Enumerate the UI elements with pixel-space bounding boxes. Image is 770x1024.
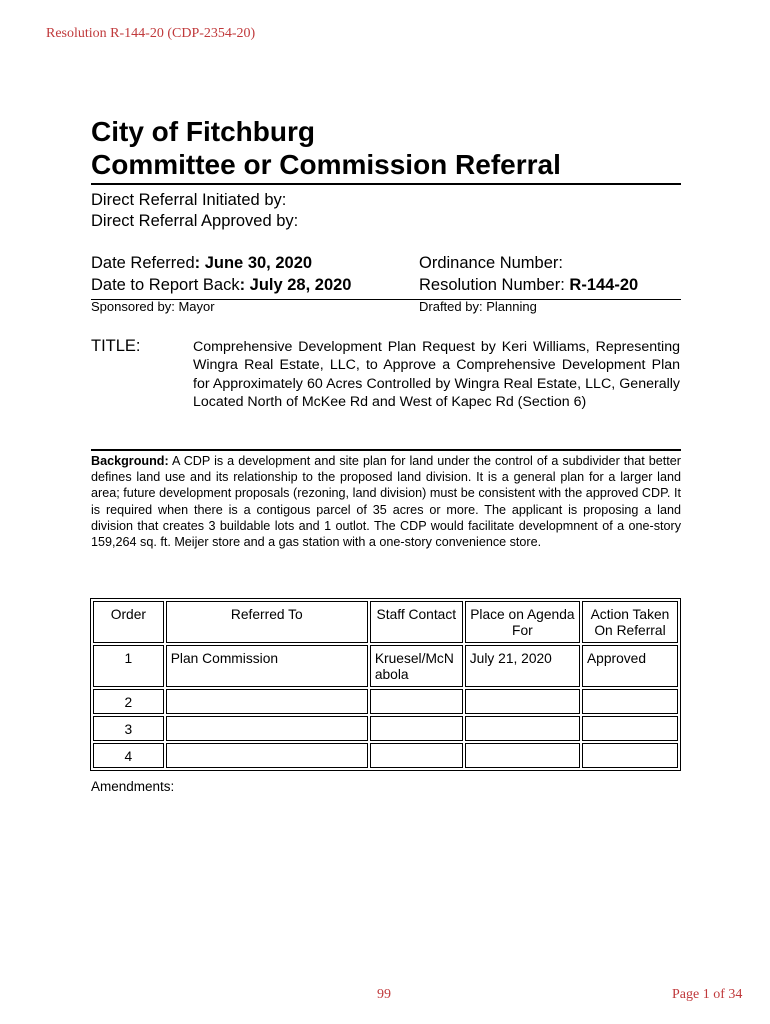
initiated-by: Direct Referral Initiated by: — [91, 191, 287, 209]
table-header-row — [93, 601, 678, 643]
referral-lines — [91, 190, 298, 232]
cell-order: 4 — [93, 743, 164, 768]
header-action-taken: Action Taken On Referral — [582, 601, 678, 643]
cell-staff-contact — [370, 716, 463, 741]
table-row — [93, 716, 678, 741]
title-label: TITLE: — [91, 337, 141, 355]
date-report-back: Date to Report Back: July 28, 2020 — [91, 276, 352, 294]
cell-referred-to: Plan Commission — [166, 645, 368, 687]
cell-action-taken — [582, 689, 678, 714]
amendments-label: Amendments: — [91, 779, 175, 794]
header-stamp: Resolution R-144-20 (CDP-2354-20) — [46, 26, 256, 41]
approved-by: Direct Referral Approved by: — [91, 212, 299, 230]
table-row — [93, 689, 678, 714]
cell-staff-contact — [370, 743, 463, 768]
title-text: Comprehensive Development Plan Request by Keri Williams, Representing Wingra Real Estate, LLC, to Approve a Comprehensive Development Plan for Approximately 60 Acres Controlled by Wingra Real Estate, LLC, Generally Located North of McKee Rd and West of Kapec Rd (Section 6) — [193, 339, 680, 411]
referral-title: Committee or Commission Referral — [91, 149, 561, 180]
header-staff-contact: Staff Contact — [370, 601, 463, 643]
resolution-number: Resolution Number: R-144-20 — [419, 276, 639, 294]
cell-action-taken — [582, 716, 678, 741]
background-text: A CDP is a development and site plan for land under the control of a subdivider that better defines land use and its relationship to the proposed land division. It is a general plan for a larger land area; future development proposals (rezoning, land division) must be consistent with the approved CDP. It is required when there is a contigous parcel of 35 acres or more. The applicant is proposing a land division that creates 3 buildable lots and 1 outlot. The CDP would facilitate developmnent of a one-story 159,264 sq. ft. Meijer store and a gas station with a one-story convenience store. — [91, 454, 681, 550]
cell-action-taken: Approved — [582, 645, 678, 687]
cell-place-on-agenda — [465, 716, 580, 741]
cell-order: 3 — [93, 716, 164, 741]
cell-place-on-agenda — [465, 689, 580, 714]
header-place-on-agenda: Place on Agenda For — [465, 601, 580, 643]
cell-order: 1 — [93, 645, 164, 687]
cell-staff-contact: Kruesel/McN abola — [370, 645, 463, 687]
cell-referred-to — [166, 689, 368, 714]
title-block — [91, 115, 681, 185]
city-title: City of Fitchburg — [91, 116, 315, 147]
date-referred: Date Referred: June 30, 2020 — [91, 254, 313, 272]
cell-place-on-agenda — [465, 743, 580, 768]
ordinance-number: Ordinance Number: — [419, 254, 563, 272]
cell-referred-to — [166, 716, 368, 741]
table-row — [93, 743, 678, 768]
cell-place-on-agenda: July 21, 2020 — [465, 645, 580, 687]
cell-referred-to — [166, 743, 368, 768]
dates-block — [91, 252, 681, 300]
footer-page-of: Page 1 of 34 — [672, 987, 743, 1002]
cell-action-taken — [582, 743, 678, 768]
drafted-by: Drafted by: Planning — [419, 299, 537, 314]
sponsor-row — [91, 299, 681, 314]
cell-staff-contact — [370, 689, 463, 714]
referral-table — [90, 598, 681, 771]
cell-order: 2 — [93, 689, 164, 714]
background-section — [91, 449, 681, 550]
background-label: Background: — [91, 454, 169, 468]
sponsored-by: Sponsored by: Mayor — [91, 299, 215, 314]
header-order: Order — [93, 601, 164, 643]
header-referred-to: Referred To — [166, 601, 368, 643]
footer-page-number: 99 — [377, 987, 391, 1002]
table-row — [93, 645, 678, 687]
